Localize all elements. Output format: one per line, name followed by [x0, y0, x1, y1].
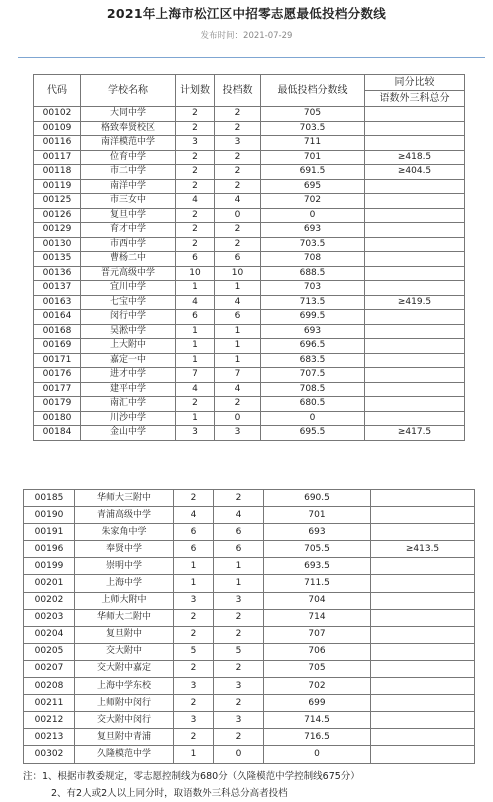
header-admit: 投档数	[215, 75, 261, 107]
cell-min-score: 691.5	[261, 165, 365, 180]
cell-admit: 2	[215, 397, 261, 412]
cell-school: 交大附中闵行	[75, 712, 174, 729]
table-row	[34, 136, 465, 151]
cell-plan: 10	[176, 266, 215, 281]
cell-code: 00191	[24, 524, 75, 541]
cell-compare	[365, 252, 465, 267]
cell-plan: 6	[174, 541, 214, 558]
cell-code: 00164	[34, 310, 81, 325]
cell-plan: 2	[174, 660, 214, 677]
cell-plan: 4	[176, 382, 215, 397]
cell-compare	[371, 695, 475, 712]
cell-plan: 6	[174, 524, 214, 541]
cell-school: 曹杨二中	[81, 252, 176, 267]
cell-code: 00203	[24, 609, 75, 626]
table-row	[34, 397, 465, 412]
cell-code: 00171	[34, 353, 81, 368]
cell-plan: 1	[176, 339, 215, 354]
cell-min-score: 706	[264, 643, 371, 660]
cell-compare	[365, 136, 465, 151]
page-title: 2021年上海市松江区中招零志愿最低投档分数线	[106, 6, 387, 21]
cell-min-score: 688.5	[261, 266, 365, 281]
cell-school: 进才中学	[81, 368, 176, 383]
cell-school: 久隆模范中学	[75, 746, 174, 763]
cell-plan: 2	[176, 208, 215, 223]
cell-code: 00177	[34, 382, 81, 397]
header-min-score: 最低投档分数线	[261, 75, 365, 107]
table-row	[24, 695, 475, 712]
cell-school: 嘉定一中	[81, 353, 176, 368]
cell-min-score: 708	[261, 252, 365, 267]
cell-school: 南洋模范中学	[81, 136, 176, 151]
cell-code: 00212	[24, 712, 75, 729]
cell-min-score: 0	[261, 411, 365, 426]
cell-admit: 1	[215, 324, 261, 339]
cell-compare	[365, 194, 465, 209]
header-divider	[18, 57, 485, 58]
cell-compare	[371, 507, 475, 524]
cell-admit: 3	[214, 592, 264, 609]
cell-code: 00116	[34, 136, 81, 151]
cell-compare: ≥417.5	[365, 426, 465, 441]
cell-plan: 4	[176, 194, 215, 209]
table-row	[34, 252, 465, 267]
cell-compare: ≥413.5	[371, 541, 475, 558]
cell-admit: 2	[214, 626, 264, 643]
cell-school: 朱家角中学	[75, 524, 174, 541]
cell-min-score: 702	[261, 194, 365, 209]
cell-plan: 2	[176, 121, 215, 136]
cell-min-score: 707	[264, 626, 371, 643]
table-row	[34, 223, 465, 238]
footnote-1: 注：1、根据市教委规定，零志愿控制线为680分（久隆模范中学控制线675分）	[23, 771, 360, 782]
cell-school: 市二中学	[81, 165, 176, 180]
cell-compare: ≥419.5	[365, 295, 465, 310]
table-row	[34, 295, 465, 310]
cell-min-score: 701	[264, 507, 371, 524]
cell-plan: 2	[176, 237, 215, 252]
cell-school: 崇明中学	[75, 558, 174, 575]
cell-code: 00136	[34, 266, 81, 281]
table-row	[24, 729, 475, 746]
table-row	[24, 575, 475, 592]
cell-code: 00184	[34, 426, 81, 441]
table-row	[24, 626, 475, 643]
cell-plan: 3	[176, 426, 215, 441]
table-row	[34, 121, 465, 136]
cell-code: 00202	[24, 592, 75, 609]
cell-plan: 2	[174, 626, 214, 643]
cell-school: 晋元高级中学	[81, 266, 176, 281]
cell-plan: 2	[174, 729, 214, 746]
cell-admit: 5	[214, 643, 264, 660]
table-row	[24, 609, 475, 626]
cell-code: 00176	[34, 368, 81, 383]
cell-compare	[371, 729, 475, 746]
cell-school: 青浦高级中学	[75, 507, 174, 524]
cell-admit: 0	[214, 746, 264, 763]
cell-code: 00196	[24, 541, 75, 558]
cell-admit: 6	[215, 310, 261, 325]
table-row	[34, 368, 465, 383]
cell-admit: 1	[215, 353, 261, 368]
cell-plan: 1	[174, 746, 214, 763]
cell-min-score: 699	[264, 695, 371, 712]
cell-school: 交大附中嘉定	[75, 660, 174, 677]
cell-compare	[371, 558, 475, 575]
cell-compare: ≥404.5	[365, 165, 465, 180]
cell-code: 00163	[34, 295, 81, 310]
cell-code: 00302	[24, 746, 75, 763]
cell-admit: 6	[214, 524, 264, 541]
cell-code: 00169	[34, 339, 81, 354]
cell-min-score: 705	[264, 660, 371, 677]
cell-school: 上师附中闵行	[75, 695, 174, 712]
cell-school: 上海中学东校	[75, 678, 174, 695]
cell-plan: 3	[174, 678, 214, 695]
cell-school: 市西中学	[81, 237, 176, 252]
cell-plan: 2	[176, 179, 215, 194]
cell-school: 南洋中学	[81, 179, 176, 194]
cell-code: 00109	[34, 121, 81, 136]
cell-compare	[365, 368, 465, 383]
cell-plan: 3	[174, 592, 214, 609]
cell-code: 00126	[34, 208, 81, 223]
cell-min-score: 690.5	[264, 490, 371, 507]
cell-min-score: 680.5	[261, 397, 365, 412]
cell-compare	[371, 626, 475, 643]
cell-min-score: 711	[261, 136, 365, 151]
table-body-part2	[24, 490, 475, 764]
cell-compare	[365, 179, 465, 194]
cell-min-score: 711.5	[264, 575, 371, 592]
cell-admit: 4	[214, 507, 264, 524]
cell-min-score: 0	[261, 208, 365, 223]
cell-admit: 6	[215, 252, 261, 267]
cell-plan: 1	[176, 324, 215, 339]
cell-compare	[371, 678, 475, 695]
table-row	[24, 660, 475, 677]
cell-plan: 3	[174, 712, 214, 729]
cell-compare	[371, 575, 475, 592]
table-row	[34, 107, 465, 122]
cell-min-score: 714.5	[264, 712, 371, 729]
cell-admit: 1	[215, 281, 261, 296]
cell-admit: 1	[214, 575, 264, 592]
cell-code: 00117	[34, 150, 81, 165]
cell-admit: 10	[215, 266, 261, 281]
cell-admit: 2	[215, 107, 261, 122]
cell-min-score: 693	[264, 524, 371, 541]
cell-min-score: 703.5	[261, 121, 365, 136]
cell-compare	[371, 592, 475, 609]
cell-plan: 1	[176, 411, 215, 426]
cell-admit: 4	[215, 194, 261, 209]
cell-compare	[371, 524, 475, 541]
table-row	[34, 165, 465, 180]
cell-code: 00135	[34, 252, 81, 267]
cell-admit: 2	[214, 660, 264, 677]
table-row	[34, 339, 465, 354]
cell-compare	[365, 281, 465, 296]
cell-compare	[365, 107, 465, 122]
cell-min-score: 695.5	[261, 426, 365, 441]
table-row	[24, 490, 475, 507]
cell-min-score: 693	[261, 223, 365, 238]
cell-plan: 6	[176, 252, 215, 267]
cell-plan: 3	[176, 136, 215, 151]
cell-school: 宜川中学	[81, 281, 176, 296]
cell-plan: 2	[176, 397, 215, 412]
cell-school: 奉贤中学	[75, 541, 174, 558]
cell-min-score: 704	[264, 592, 371, 609]
cell-code: 00201	[24, 575, 75, 592]
cell-admit: 2	[214, 490, 264, 507]
cell-admit: 2	[214, 695, 264, 712]
cell-admit: 1	[214, 558, 264, 575]
cell-min-score: 705	[261, 107, 365, 122]
cell-plan: 2	[176, 150, 215, 165]
table-row	[24, 558, 475, 575]
cell-admit: 7	[215, 368, 261, 383]
header-compare: 同分比较	[365, 75, 465, 91]
cell-code: 00213	[24, 729, 75, 746]
cell-code: 00207	[24, 660, 75, 677]
cell-admit: 3	[215, 136, 261, 151]
score-table-part1	[33, 74, 465, 441]
table-row	[34, 150, 465, 165]
header-plan: 计划数	[176, 75, 215, 107]
cell-plan: 2	[174, 609, 214, 626]
score-table-part2	[23, 489, 475, 764]
cell-admit: 3	[215, 426, 261, 441]
cell-admit: 3	[214, 678, 264, 695]
table-row	[34, 310, 465, 325]
table-row	[34, 324, 465, 339]
cell-admit: 1	[215, 339, 261, 354]
cell-school: 华师大三附中	[75, 490, 174, 507]
cell-compare	[365, 339, 465, 354]
cell-school: 吴淞中学	[81, 324, 176, 339]
cell-compare	[365, 382, 465, 397]
cell-min-score: 703	[261, 281, 365, 296]
cell-admit: 2	[215, 121, 261, 136]
cell-code: 00180	[34, 411, 81, 426]
cell-min-score: 693	[261, 324, 365, 339]
table-row	[24, 712, 475, 729]
cell-admit: 2	[214, 729, 264, 746]
cell-code: 00129	[34, 223, 81, 238]
cell-school: 位育中学	[81, 150, 176, 165]
cell-admit: 3	[214, 712, 264, 729]
cell-code: 00119	[34, 179, 81, 194]
table-row	[34, 179, 465, 194]
cell-min-score: 707.5	[261, 368, 365, 383]
cell-admit: 2	[215, 237, 261, 252]
header-school: 学校名称	[81, 75, 176, 107]
cell-min-score: 701	[261, 150, 365, 165]
cell-compare	[365, 237, 465, 252]
cell-admit: 0	[215, 411, 261, 426]
cell-admit: 2	[214, 609, 264, 626]
header-compare-sub: 语数外三科总分	[365, 91, 465, 107]
header-code: 代码	[34, 75, 81, 107]
cell-code: 00205	[24, 643, 75, 660]
cell-code: 00125	[34, 194, 81, 209]
cell-code: 00130	[34, 237, 81, 252]
cell-min-score: 702	[264, 678, 371, 695]
cell-compare	[371, 746, 475, 763]
table-row	[34, 194, 465, 209]
cell-school: 建平中学	[81, 382, 176, 397]
table-body-part1	[34, 107, 465, 441]
cell-compare	[365, 310, 465, 325]
cell-compare	[365, 223, 465, 238]
cell-school: 交大附中	[75, 643, 174, 660]
table-row	[24, 507, 475, 524]
table-row	[34, 208, 465, 223]
cell-code: 00179	[34, 397, 81, 412]
cell-compare	[371, 712, 475, 729]
cell-code: 00118	[34, 165, 81, 180]
table-row	[24, 541, 475, 558]
cell-school: 复旦中学	[81, 208, 176, 223]
cell-school: 上海中学	[75, 575, 174, 592]
cell-school: 育才中学	[81, 223, 176, 238]
cell-school: 南汇中学	[81, 397, 176, 412]
cell-min-score: 0	[264, 746, 371, 763]
cell-min-score: 699.5	[261, 310, 365, 325]
cell-code: 00204	[24, 626, 75, 643]
cell-admit: 2	[215, 165, 261, 180]
cell-plan: 2	[174, 695, 214, 712]
cell-min-score: 695	[261, 179, 365, 194]
cell-compare	[371, 490, 475, 507]
table-row	[24, 524, 475, 541]
cell-min-score: 683.5	[261, 353, 365, 368]
publish-info	[0, 29, 493, 41]
cell-school: 上大附中	[81, 339, 176, 354]
table-row	[24, 678, 475, 695]
table-row	[34, 281, 465, 296]
cell-school: 复旦附中	[75, 626, 174, 643]
table-row	[34, 353, 465, 368]
table-row	[34, 266, 465, 281]
cell-min-score: 703.5	[261, 237, 365, 252]
publish-date: 2021-07-29	[243, 31, 293, 41]
cell-code: 00102	[34, 107, 81, 122]
table-row	[24, 746, 475, 763]
cell-admit: 4	[215, 295, 261, 310]
cell-code: 00185	[24, 490, 75, 507]
cell-school: 复旦附中青浦	[75, 729, 174, 746]
cell-admit: 0	[215, 208, 261, 223]
cell-compare	[365, 266, 465, 281]
cell-code: 00199	[24, 558, 75, 575]
cell-plan: 1	[176, 281, 215, 296]
cell-plan: 7	[176, 368, 215, 383]
cell-admit: 4	[215, 382, 261, 397]
cell-compare	[365, 121, 465, 136]
cell-school: 上师大附中	[75, 592, 174, 609]
cell-admit: 2	[215, 179, 261, 194]
publish-label: 发布时间：	[200, 31, 244, 41]
cell-admit: 2	[215, 223, 261, 238]
table-row	[34, 237, 465, 252]
cell-compare	[365, 397, 465, 412]
footnote-2: 2、有2人或2人以上同分时，取语数外三科总分高者投档	[51, 788, 288, 799]
cell-admit: 2	[215, 150, 261, 165]
cell-compare: ≥418.5	[365, 150, 465, 165]
cell-school: 华师大二附中	[75, 609, 174, 626]
cell-min-score: 714	[264, 609, 371, 626]
cell-plan: 5	[174, 643, 214, 660]
cell-plan: 2	[176, 165, 215, 180]
cell-compare	[371, 643, 475, 660]
cell-min-score: 705.5	[264, 541, 371, 558]
cell-compare	[365, 353, 465, 368]
cell-code: 00208	[24, 678, 75, 695]
cell-plan: 1	[174, 575, 214, 592]
cell-school: 金山中学	[81, 426, 176, 441]
cell-min-score: 693.5	[264, 558, 371, 575]
cell-plan: 1	[176, 353, 215, 368]
cell-school: 格致奉贤校区	[81, 121, 176, 136]
cell-school: 七宝中学	[81, 295, 176, 310]
cell-min-score: 713.5	[261, 295, 365, 310]
cell-school: 市三女中	[81, 194, 176, 209]
table-row	[24, 643, 475, 660]
cell-code: 00190	[24, 507, 75, 524]
table-row	[34, 382, 465, 397]
cell-compare	[365, 324, 465, 339]
cell-plan: 4	[176, 295, 215, 310]
cell-admit: 6	[214, 541, 264, 558]
cell-plan: 2	[176, 107, 215, 122]
table-row	[34, 426, 465, 441]
cell-min-score: 716.5	[264, 729, 371, 746]
cell-compare	[365, 411, 465, 426]
cell-plan: 1	[174, 558, 214, 575]
footnotes	[23, 768, 360, 802]
cell-school: 大同中学	[81, 107, 176, 122]
cell-school: 川沙中学	[81, 411, 176, 426]
cell-code: 00137	[34, 281, 81, 296]
cell-school: 闵行中学	[81, 310, 176, 325]
cell-min-score: 708.5	[261, 382, 365, 397]
cell-plan: 2	[176, 223, 215, 238]
cell-code: 00168	[34, 324, 81, 339]
cell-compare	[371, 609, 475, 626]
table-row	[24, 592, 475, 609]
cell-code: 00211	[24, 695, 75, 712]
table-row	[34, 411, 465, 426]
cell-compare	[371, 660, 475, 677]
cell-min-score: 696.5	[261, 339, 365, 354]
cell-plan: 4	[174, 507, 214, 524]
cell-plan: 6	[176, 310, 215, 325]
cell-plan: 2	[174, 490, 214, 507]
cell-compare	[365, 208, 465, 223]
